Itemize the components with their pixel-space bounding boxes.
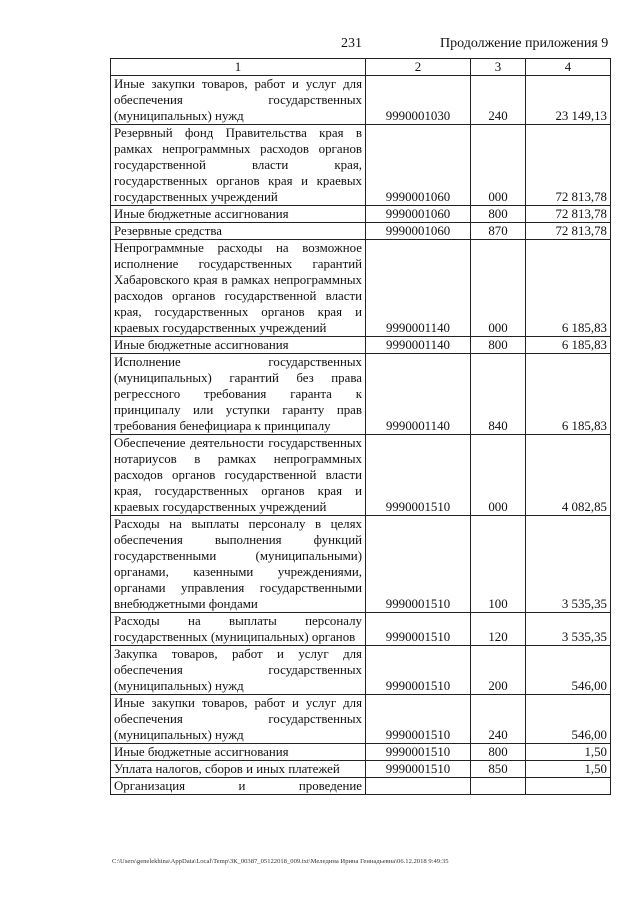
expense-type-cell: 840 xyxy=(471,354,526,435)
amount-cell: 6 185,83 xyxy=(526,354,611,435)
amount-cell: 546,00 xyxy=(526,646,611,695)
appendix-continuation-note: Продолжение приложения 9 xyxy=(440,36,609,51)
column-header: 4 xyxy=(526,59,611,76)
table-row xyxy=(111,761,611,778)
target-code-cell: 9990001510 xyxy=(366,744,471,761)
table-row xyxy=(111,223,611,240)
amount-cell: 72 813,78 xyxy=(526,206,611,223)
table-row xyxy=(111,76,611,125)
target-code-cell: 9990001510 xyxy=(366,646,471,695)
expense-type-cell: 000 xyxy=(471,240,526,337)
amount-cell: 23 149,13 xyxy=(526,76,611,125)
table-row xyxy=(111,206,611,223)
expense-type-cell: 800 xyxy=(471,744,526,761)
amount-cell: 3 535,35 xyxy=(526,613,611,646)
page-number: 231 xyxy=(341,36,362,51)
expense-type-cell: 240 xyxy=(471,76,526,125)
target-code-cell: 9990001140 xyxy=(366,240,471,337)
amount-cell: 72 813,78 xyxy=(526,125,611,206)
expense-type-cell: 000 xyxy=(471,435,526,516)
amount-cell xyxy=(526,778,611,795)
expense-name-cell: Обеспечение деятельности государственных нотариусов в рамках непрограммных расходов органов государственной власти края, государственных органов края и краевых государственных учреждений xyxy=(111,435,366,516)
expense-type-cell: 800 xyxy=(471,337,526,354)
expense-type-cell: 870 xyxy=(471,223,526,240)
amount-cell: 6 185,83 xyxy=(526,240,611,337)
expense-type-cell xyxy=(471,778,526,795)
expense-name-cell: Организация и проведение xyxy=(111,778,366,795)
amount-cell: 3 535,35 xyxy=(526,516,611,613)
table-header-row xyxy=(111,59,611,76)
amount-cell: 6 185,83 xyxy=(526,337,611,354)
table-row xyxy=(111,613,611,646)
expense-type-cell: 850 xyxy=(471,761,526,778)
amount-cell: 4 082,85 xyxy=(526,435,611,516)
table-row xyxy=(111,240,611,337)
target-code-cell xyxy=(366,778,471,795)
expense-name-cell: Иные бюджетные ассигнования xyxy=(111,337,366,354)
expense-name-cell: Исполнение государственных (муниципальных) гарантий без права регрессного требования гаранта к принципалу или уступки гаранту прав требования бенефициара к принципалу xyxy=(111,354,366,435)
amount-cell: 1,50 xyxy=(526,744,611,761)
column-header: 1 xyxy=(111,59,366,76)
expense-name-cell: Иные бюджетные ассигнования xyxy=(111,206,366,223)
amount-cell: 546,00 xyxy=(526,695,611,744)
expense-name-cell: Расходы на выплаты персоналу в целях обеспечения выполнения функций государственными (муниципальными) органами, казенными учреждениями, органами управления государственными внебюджетными фондами xyxy=(111,516,366,613)
table-row xyxy=(111,125,611,206)
target-code-cell: 9990001510 xyxy=(366,695,471,744)
target-code-cell: 9990001510 xyxy=(366,435,471,516)
expense-name-cell: Резервный фонд Правительства края в рамках непрограммных расходов органов государственной власти края, государственных органов края и краевых государственных учреждений xyxy=(111,125,366,206)
target-code-cell: 9990001510 xyxy=(366,761,471,778)
target-code-cell: 9990001140 xyxy=(366,354,471,435)
table-row xyxy=(111,435,611,516)
expense-type-cell: 000 xyxy=(471,125,526,206)
target-code-cell: 9990001510 xyxy=(366,516,471,613)
expense-type-cell: 800 xyxy=(471,206,526,223)
expense-name-cell: Иные закупки товаров, работ и услуг для обеспечения государственных (муниципальных) нужд xyxy=(111,76,366,125)
footer-file-path: C:\Users\genelekhina\AppData\Local\Temp\ЗК_00387_05122018_009.txt\Меледина Ирина Геннадьевна\06.12.2018 9:49:35 xyxy=(112,858,449,865)
column-header: 2 xyxy=(366,59,471,76)
target-code-cell: 9990001060 xyxy=(366,206,471,223)
expense-type-cell: 120 xyxy=(471,613,526,646)
expense-name-cell: Резервные средства xyxy=(111,223,366,240)
target-code-cell: 9990001140 xyxy=(366,337,471,354)
table-row xyxy=(111,744,611,761)
target-code-cell: 9990001510 xyxy=(366,613,471,646)
target-code-cell: 9990001030 xyxy=(366,76,471,125)
amount-cell: 1,50 xyxy=(526,761,611,778)
expense-name-cell: Уплата налогов, сборов и иных платежей xyxy=(111,761,366,778)
target-code-cell: 9990001060 xyxy=(366,125,471,206)
table-row xyxy=(111,354,611,435)
expense-type-cell: 240 xyxy=(471,695,526,744)
amount-cell: 72 813,78 xyxy=(526,223,611,240)
expense-name-cell: Расходы на выплаты персоналу государственных (муниципальных) органов xyxy=(111,613,366,646)
expense-type-cell: 200 xyxy=(471,646,526,695)
table-row xyxy=(111,646,611,695)
expense-name-cell: Иные бюджетные ассигнования xyxy=(111,744,366,761)
column-header: 3 xyxy=(471,59,526,76)
expense-name-cell: Непрограммные расходы на возможное исполнение государственных гарантий Хабаровского края в рамках непрограммных расходов органов государственной власти края, государственных органов края и краевых государственных учреждений xyxy=(111,240,366,337)
table-row xyxy=(111,516,611,613)
budget-table-body xyxy=(111,59,611,795)
table-row xyxy=(111,337,611,354)
table-row xyxy=(111,778,611,795)
target-code-cell: 9990001060 xyxy=(366,223,471,240)
budget-table xyxy=(110,58,611,795)
expense-name-cell: Закупка товаров, работ и услуг для обеспечения государственных (муниципальных) нужд xyxy=(111,646,366,695)
expense-type-cell: 100 xyxy=(471,516,526,613)
expense-name-cell: Иные закупки товаров, работ и услуг для обеспечения государственных (муниципальных) нужд xyxy=(111,695,366,744)
table-row xyxy=(111,695,611,744)
